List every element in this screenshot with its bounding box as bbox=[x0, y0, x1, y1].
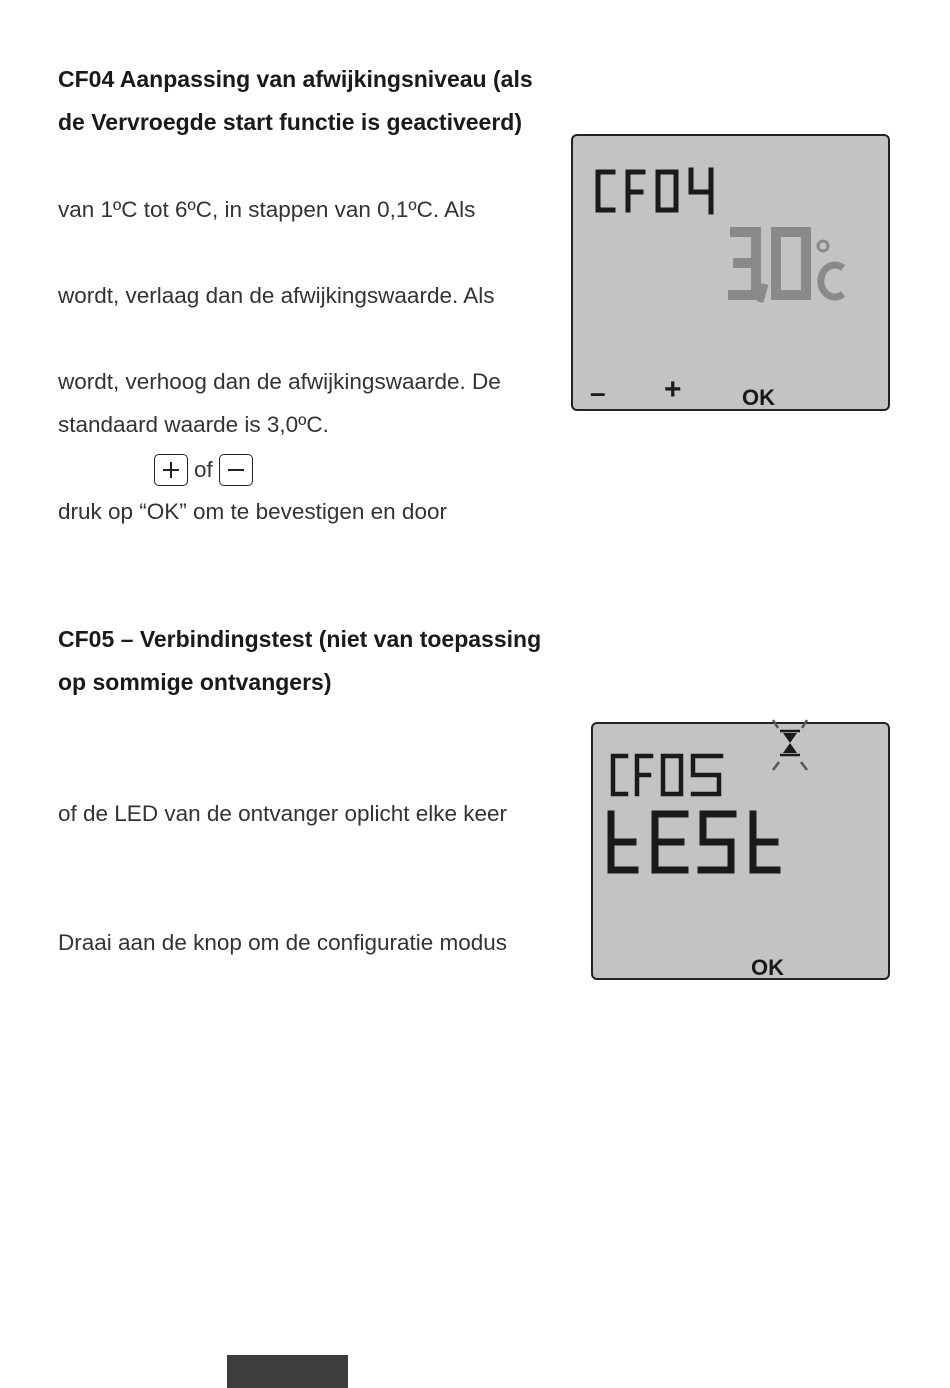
cf04-heading-line-1: CF04 Aanpassing van afwijkingsniveau (als bbox=[58, 66, 533, 92]
key-connector-text: of bbox=[194, 457, 213, 482]
cf05-lcd-display bbox=[591, 722, 890, 980]
cf04-text-line-2: wordt, verlaag dan de afwijkingswaarde. Als bbox=[58, 283, 495, 308]
cf05-text-line-2: Draai aan de knop om de configuratie modus bbox=[58, 930, 508, 955]
lcd-plus-button-label: + bbox=[664, 373, 682, 406]
cf04-confirm-line: druk op “OK” om te bevestigen en door bbox=[58, 499, 447, 524]
plus-key-icon bbox=[154, 454, 188, 486]
lcd-ok-button-label: OK bbox=[742, 385, 775, 410]
minus-key-icon bbox=[219, 454, 253, 486]
cf05-code-segments bbox=[613, 756, 721, 794]
hourglass-icon bbox=[773, 720, 807, 770]
cf04-lcd-display bbox=[571, 134, 890, 411]
cf04-code-segments bbox=[598, 170, 711, 212]
lcd-minus-button-label: – bbox=[590, 377, 606, 408]
cf04-text-line-4: standaard waarde is 3,0ºC. bbox=[58, 412, 329, 437]
cf05-lcd-segments bbox=[593, 724, 892, 982]
cf04-value-segments bbox=[728, 232, 806, 302]
cf04-heading-line-2: de Vervroegde start functie is geactiveerd) bbox=[58, 109, 523, 135]
cf04-lcd-segments bbox=[573, 136, 892, 413]
lcd-ok-button-label: OK bbox=[751, 955, 784, 980]
cf04-text-line-1: van 1ºC tot 6ºC, in stappen van 0,1ºC. Als bbox=[58, 197, 476, 222]
page-footer-bar bbox=[227, 1355, 348, 1388]
cf05-test-segments bbox=[611, 814, 777, 870]
cf04-degree-celsius-icon bbox=[818, 241, 843, 297]
cf04-text-line-3: wordt, verhoog dan de afwijkingswaarde. De bbox=[58, 369, 501, 394]
plus-minus-key-line bbox=[154, 452, 253, 488]
cf05-text-line-1: of de LED van de ontvanger oplicht elke keer bbox=[58, 801, 508, 826]
cf05-heading-line-2: op sommige ontvangers) bbox=[58, 669, 332, 695]
cf05-heading-line-1: CF05 – Verbindingstest (niet van toepassing bbox=[58, 626, 542, 652]
